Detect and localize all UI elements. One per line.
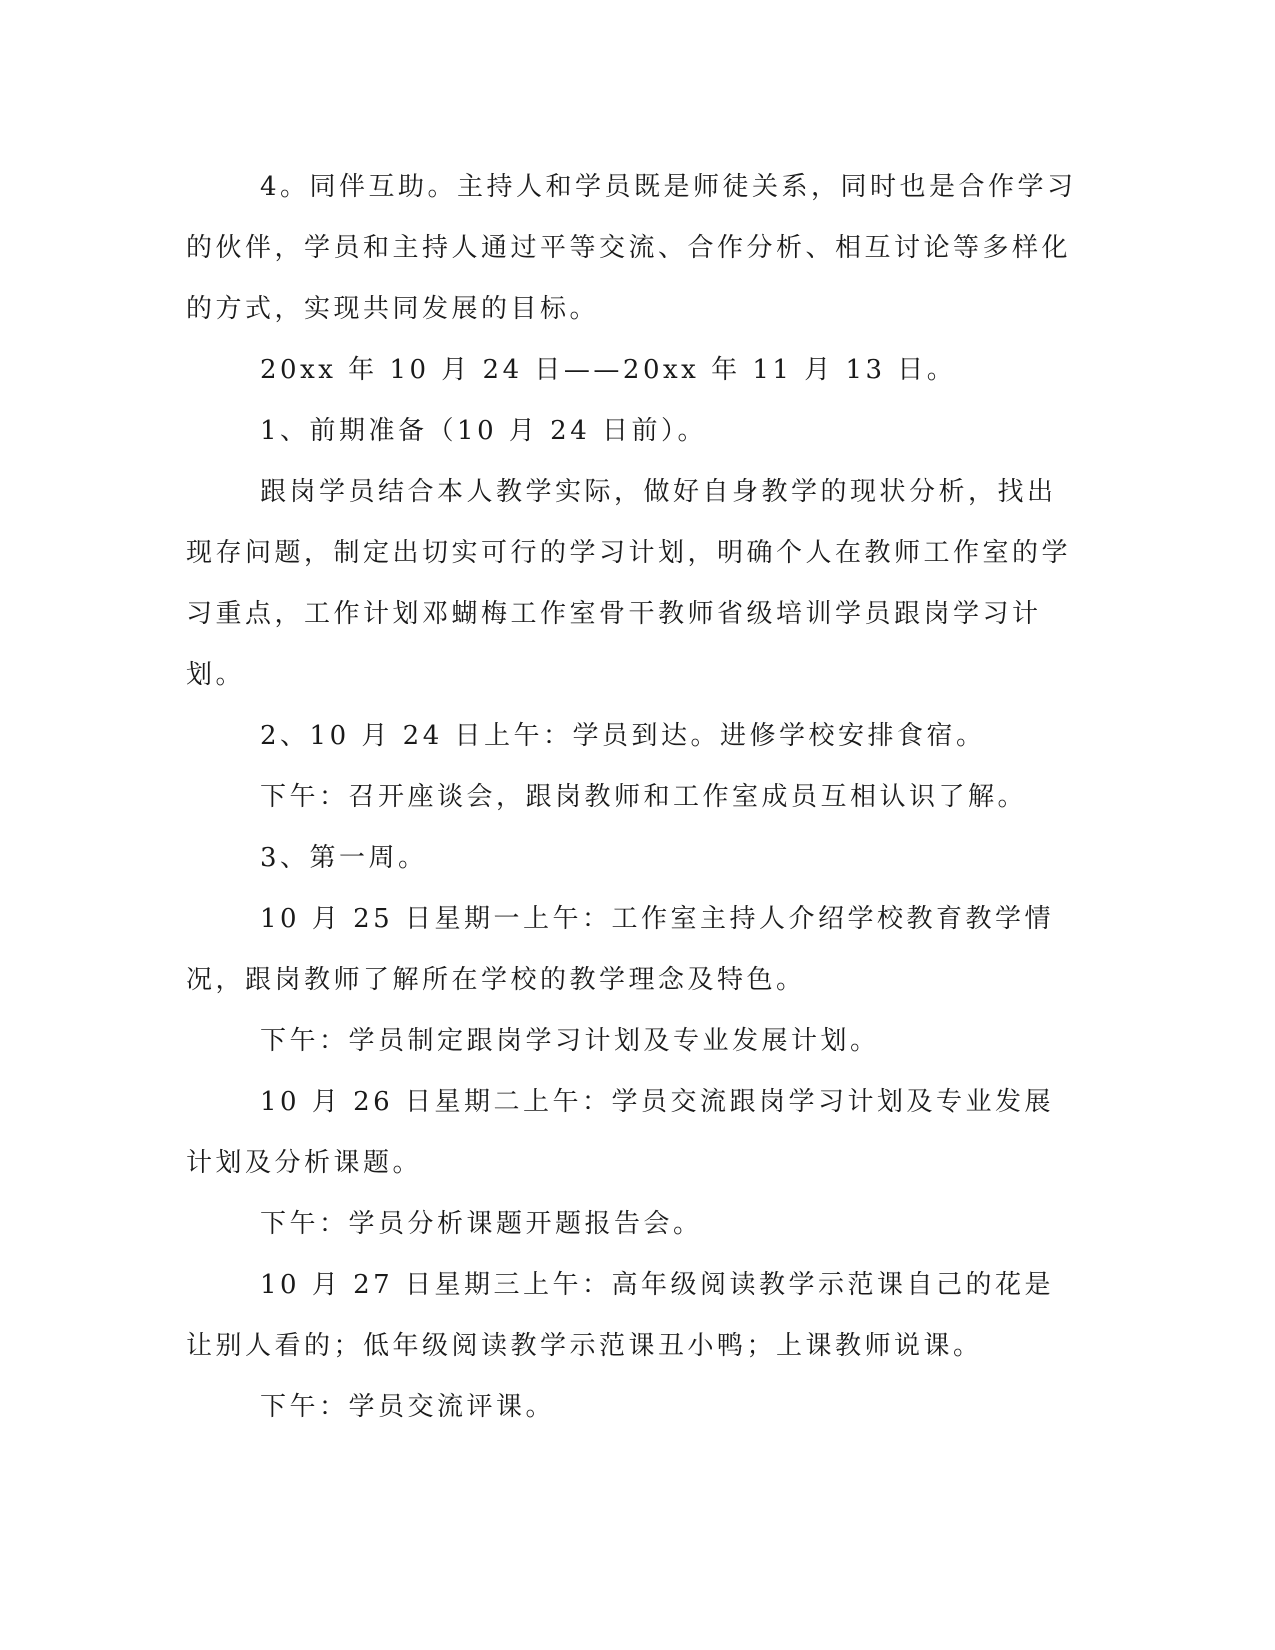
paragraph-week-one: 3、第一周。 xyxy=(260,843,428,873)
paragraph-symposium: 下午：召开座谈会，跟岗教师和工作室成员互相认识了解。 xyxy=(260,782,1028,812)
paragraph-oct27-morning: 10 月 27 日星期三上午：高年级阅读教学示范课自己的花是让别人看的；低年级阅读教学示范课丑小鸭；上课教师说课。 xyxy=(186,1270,1054,1361)
paragraph-oct27-afternoon: 下午：学员交流评课。 xyxy=(260,1392,556,1422)
paragraph-oct25-afternoon: 下午：学员制定跟岗学习计划及专业发展计划。 xyxy=(260,1026,880,1056)
paragraph-oct26-morning: 10 月 26 日星期二上午：学员交流跟岗学习计划及专业发展计划及分析课题。 xyxy=(186,1087,1054,1178)
paragraph-arrival: 2、10 月 24 日上午：学员到达。进修学校安排食宿。 xyxy=(260,721,986,751)
paragraph-peer-assistance: 4。同伴互助。主持人和学员既是师徒关系，同时也是合作学习的伙伴，学员和主持人通过平等交流、合作分析、相互讨论等多样化的方式，实现共同发展的目标。 xyxy=(186,172,1077,324)
paragraph-oct25-morning: 10 月 25 日星期一上午：工作室主持人介绍学校教育教学情况，跟岗教师了解所在学校的教学理念及特色。 xyxy=(186,904,1054,995)
document-body xyxy=(186,157,1078,1438)
paragraph-oct26-afternoon: 下午：学员分析课题开题报告会。 xyxy=(260,1209,703,1239)
paragraph-date-range: 20xx 年 10 月 24 日——20xx 年 11 月 13 日。 xyxy=(260,355,957,385)
paragraph-preparation-detail: 跟岗学员结合本人教学实际，做好自身教学的现状分析，找出现存问题，制定出切实可行的学习计划，明确个人在教师工作室的学习重点，工作计划邓蝴梅工作室骨干教师省级培训学员跟岗学习计划。 xyxy=(186,477,1072,690)
paragraph-preparation-heading: 1、前期准备（10 月 24 日前）。 xyxy=(260,416,708,446)
